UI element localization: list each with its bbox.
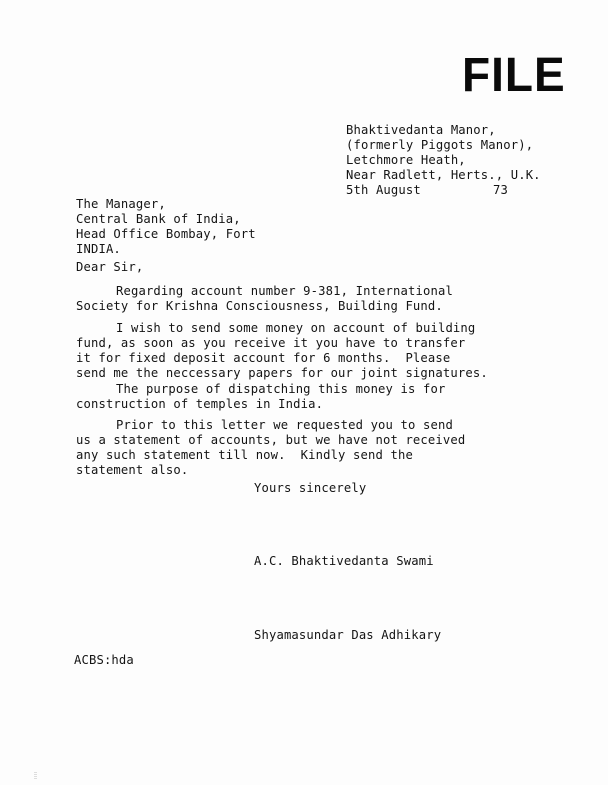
reference-initials: ACBS:hda	[74, 653, 134, 667]
paragraph-line: any such statement till now. Kindly send the	[76, 448, 413, 462]
paragraph-line: send me the neccessary papers for our joint signatures.	[76, 366, 488, 380]
sender-address-line: Letchmore Heath,	[346, 153, 466, 167]
paragraph-line: The purpose of dispatching this money is for	[116, 382, 446, 396]
paragraph-line: us a statement of accounts, but we have not received	[76, 433, 466, 447]
letter-date-day-month: 5th August	[346, 183, 421, 197]
sender-address	[346, 123, 541, 183]
signatory-name: Shyamasundar Das Adhikary	[254, 628, 442, 642]
salutation: Dear Sir,	[76, 260, 144, 274]
recipient-address-line: INDIA.	[76, 242, 121, 256]
paragraph-line: construction of temples in India.	[76, 397, 324, 411]
paragraph-account	[76, 284, 453, 314]
paragraph-deposit	[76, 321, 488, 381]
paragraph-line: statement also.	[76, 463, 189, 477]
closing: Yours sincerely	[254, 481, 367, 495]
sender-address-line: Near Radlett, Herts., U.K.	[346, 168, 541, 182]
paragraph-line: Prior to this letter we requested you to send	[116, 418, 453, 432]
sender-address-line: Bhaktivedanta Manor,	[346, 123, 496, 137]
scan-speck	[34, 772, 37, 780]
paragraph-purpose	[76, 382, 445, 412]
paragraph-line: fund, as soon as you receive it you have to transfer	[76, 336, 466, 350]
paragraph-line: Regarding account number 9-381, International	[116, 284, 453, 298]
paragraph-line: it for fixed deposit account for 6 months. Please	[76, 351, 451, 365]
recipient-address-line: Central Bank of India,	[76, 212, 241, 226]
letter-date-year: 73	[493, 183, 508, 197]
recipient-address	[76, 197, 256, 257]
recipient-address-line: The Manager,	[76, 197, 166, 211]
paragraph-line: Society for Krishna Consciousness, Building Fund.	[76, 299, 443, 313]
paragraph-line: I wish to send some money on account of building	[116, 321, 476, 335]
file-stamp: FILE	[462, 46, 566, 102]
signatory-name: A.C. Bhaktivedanta Swami	[254, 554, 434, 568]
sender-address-line: (formerly Piggots Manor),	[346, 138, 534, 152]
recipient-address-line: Head Office Bombay, Fort	[76, 227, 256, 241]
paragraph-statement	[76, 418, 465, 478]
